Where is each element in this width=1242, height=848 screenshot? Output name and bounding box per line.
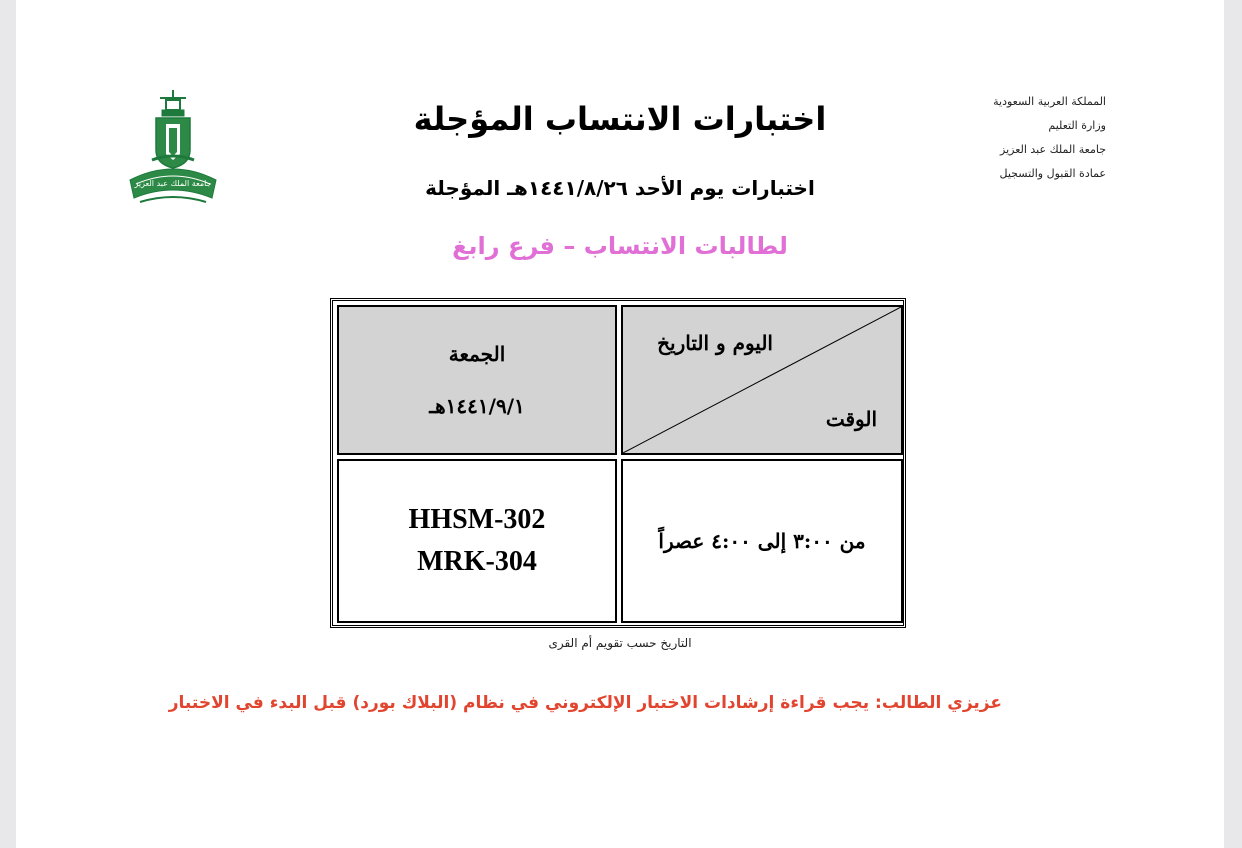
- exam-day: الجمعة: [448, 342, 506, 366]
- exam-date: ١٤٤١/٩/١هـ: [429, 394, 525, 418]
- day-date-header-cell: [337, 305, 617, 455]
- logo-text: جامعة الملك عبد العزيز: [134, 179, 212, 188]
- ministry-line-university: جامعة الملك عبد العزيز: [1000, 143, 1106, 156]
- page-title: اختبارات الانتساب المؤجلة: [413, 100, 827, 138]
- course-code: HHSM-302: [408, 504, 546, 535]
- document-page: [16, 0, 1224, 848]
- header-time-label: الوقت: [825, 407, 877, 431]
- audience-label: لطالبات الانتساب – فرع رابغ: [452, 232, 788, 260]
- diagonal-divider: [623, 307, 901, 453]
- exam-time: من ٣:٠٠ إلى ٤:٠٠ عصراً: [658, 529, 866, 553]
- ministry-line-ministry: وزارة التعليم: [1048, 119, 1106, 132]
- time-cell: [621, 459, 903, 623]
- calendar-note: التاريخ حسب تقويم أم القرى: [548, 636, 692, 650]
- courses-cell: [337, 459, 617, 623]
- page-subtitle: اختبارات يوم الأحد ١٤٤١/٨/٢٦هـ المؤجلة: [425, 176, 815, 200]
- exam-schedule-table: [330, 298, 906, 628]
- course-code: MRK-304: [417, 546, 537, 577]
- corner-header-cell: [621, 305, 903, 455]
- ministry-line-country: المملكة العربية السعودية: [993, 95, 1106, 108]
- student-warning: عزيزي الطالب: يجب قراءة إرشادات الاختبار الإلكتروني في نظام (البلاك بورد) قبل البدء في الاختبار: [168, 693, 1002, 713]
- ministry-line-deanship: عمادة القبول والتسجيل: [999, 167, 1106, 180]
- header-day-date-label: اليوم و التاريخ: [657, 331, 773, 355]
